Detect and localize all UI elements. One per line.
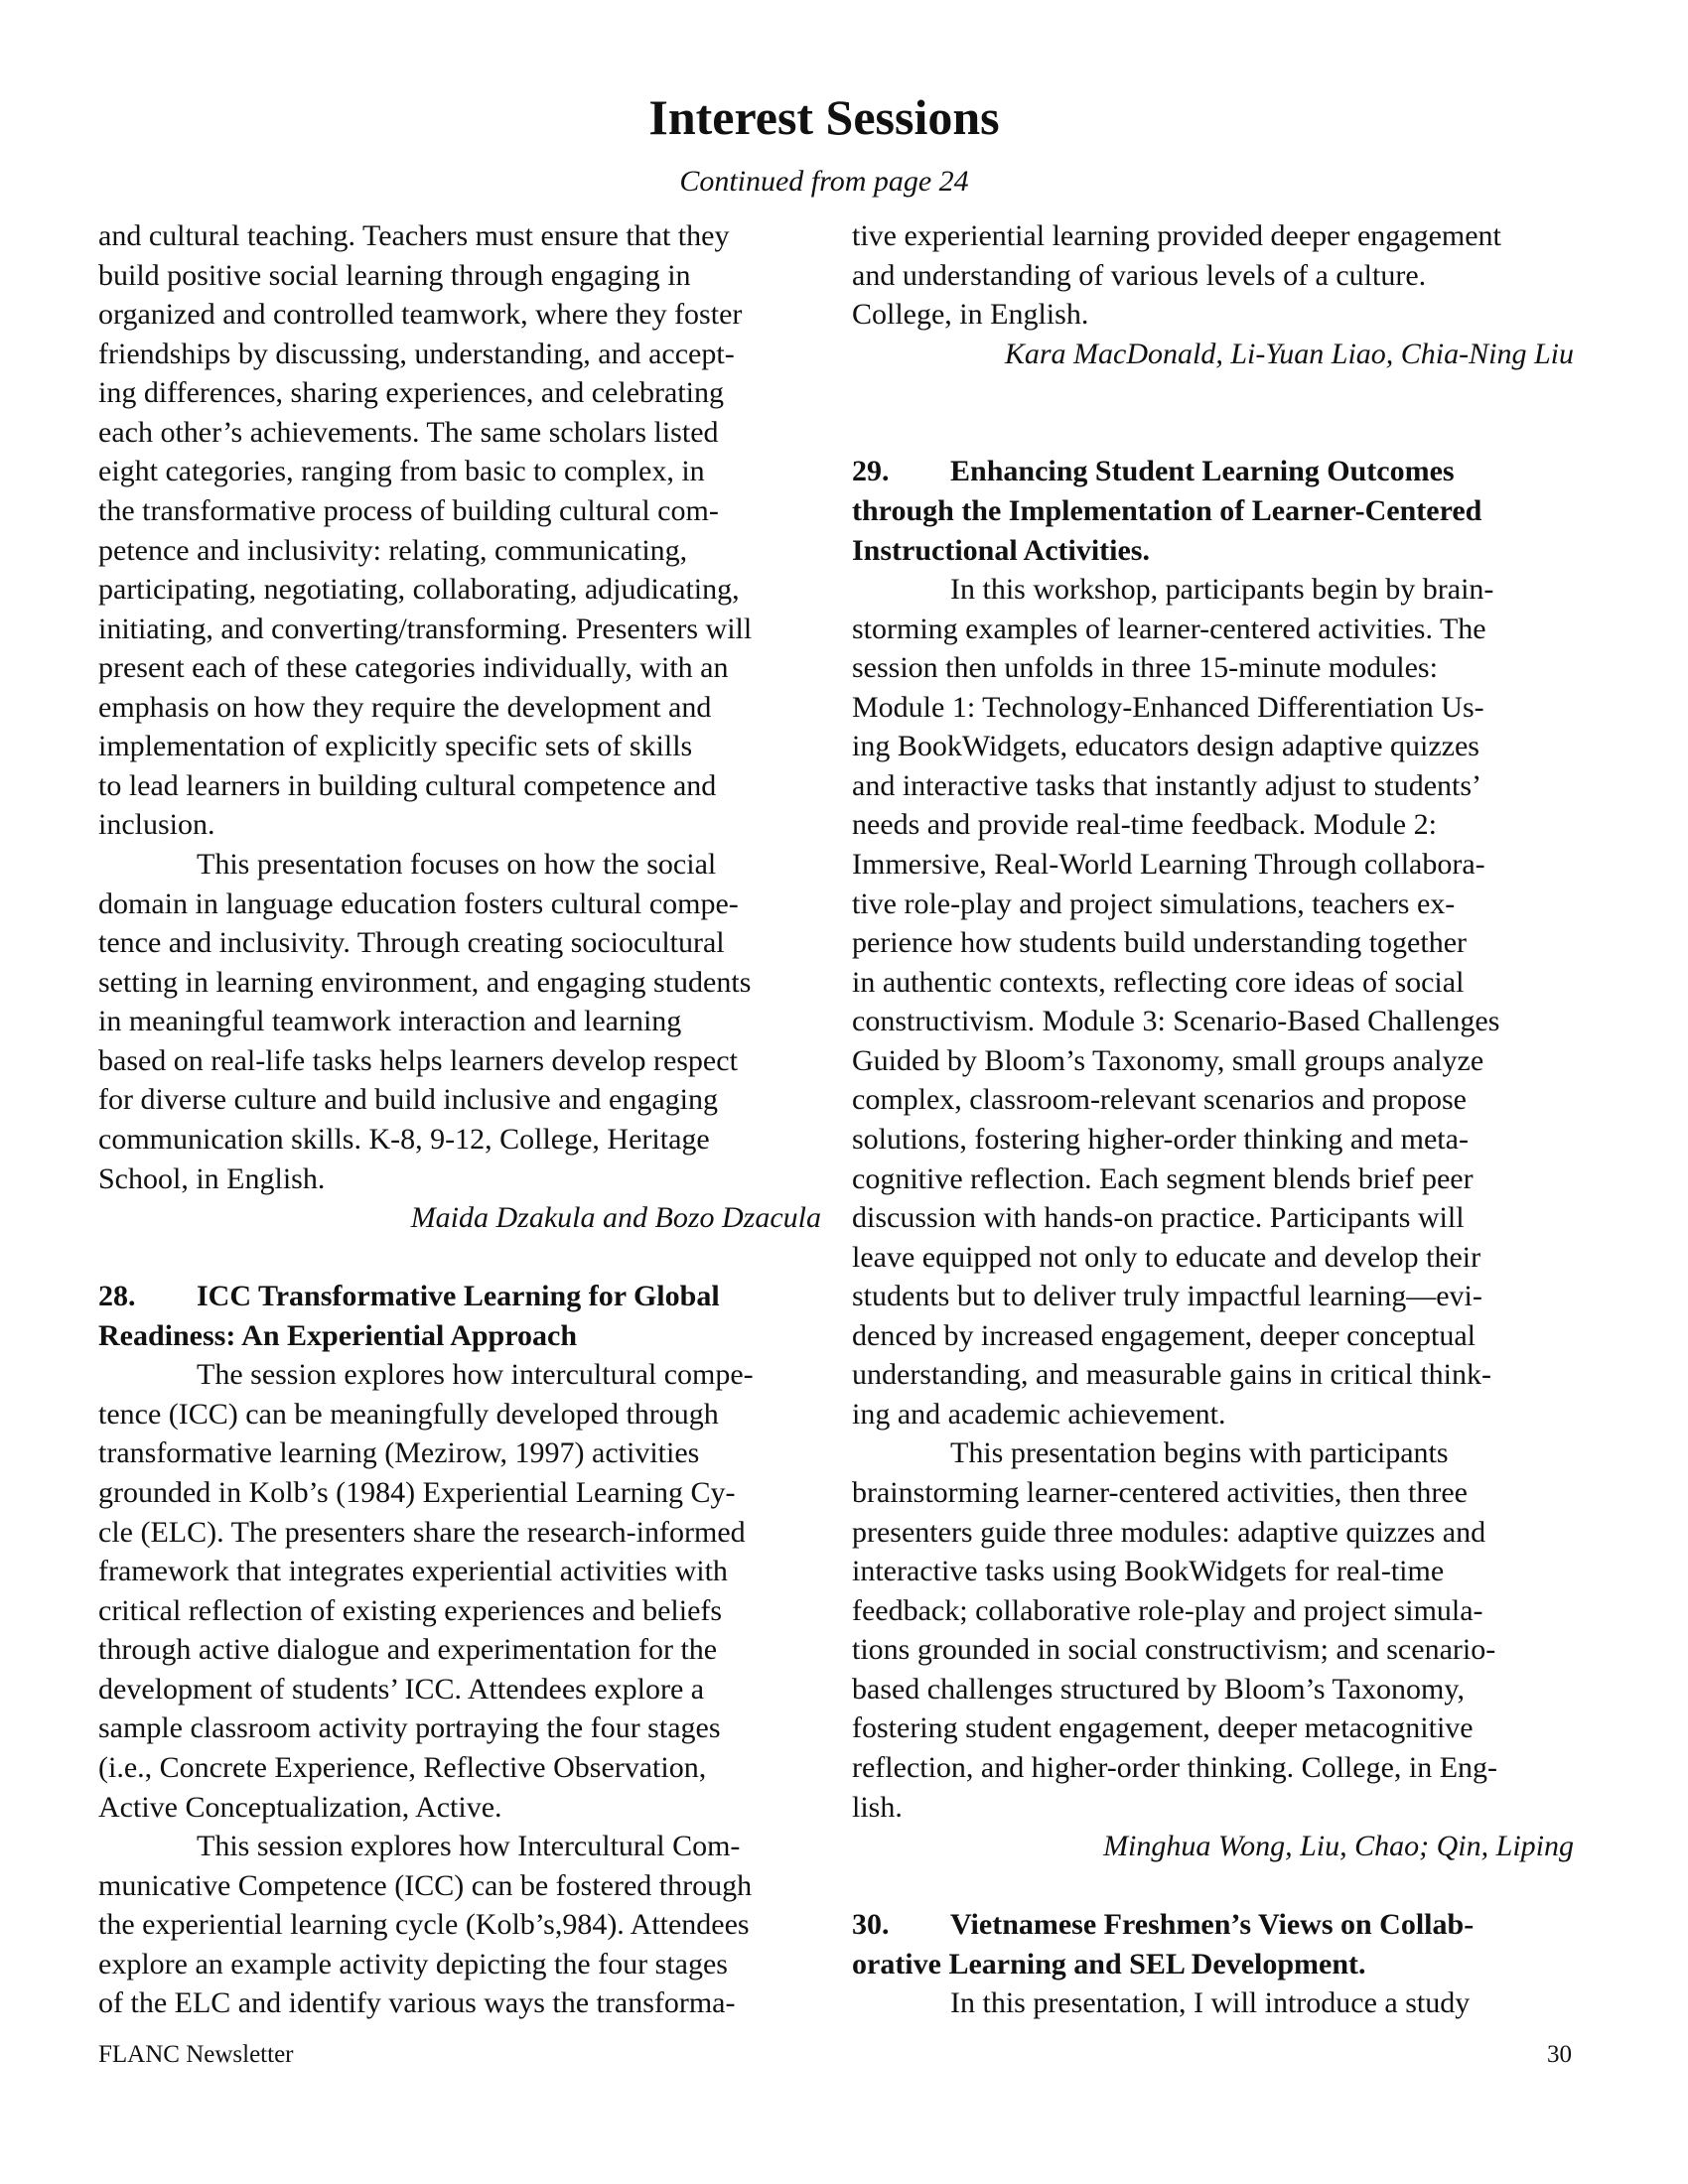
blank-line bbox=[852, 1866, 1574, 1906]
body-text-line bbox=[98, 216, 821, 256]
line-text: explore an example activity depicting the four stages bbox=[98, 1947, 728, 1980]
line-text: development of students’ ICC. Attendees explore a bbox=[98, 1672, 705, 1706]
line-text: Vietnamese Freshmen’s Views on Collab- bbox=[950, 1908, 1475, 1942]
blank-line bbox=[98, 1238, 821, 1278]
line-text: Maida Dzakula and Bozo Dzacula bbox=[410, 1201, 821, 1235]
body-text-line bbox=[852, 1080, 1574, 1120]
body-text-line bbox=[98, 491, 821, 531]
line-text: and cultural teaching. Teachers must ensure that they bbox=[98, 219, 730, 252]
line-text: The session explores how intercultural compe- bbox=[197, 1358, 754, 1392]
line-text: lish. bbox=[852, 1790, 903, 1824]
paragraph-start-line bbox=[98, 845, 821, 885]
body-text-line bbox=[852, 845, 1574, 885]
body-text-line bbox=[852, 1277, 1574, 1316]
body-text-line bbox=[852, 1041, 1574, 1081]
line-text: ICC Transformative Learning for Global bbox=[197, 1280, 720, 1313]
body-text-line bbox=[98, 335, 821, 374]
line-text: through active dialogue and experimentation for the bbox=[98, 1633, 718, 1667]
body-text-line bbox=[98, 1630, 821, 1670]
session-heading-line bbox=[852, 531, 1574, 571]
body-text-line bbox=[852, 1788, 1574, 1828]
line-text: to lead learners in building cultural competence and bbox=[98, 768, 717, 802]
body-text-line bbox=[852, 295, 1574, 335]
body-text-line bbox=[98, 1866, 821, 1906]
session-number: 29. bbox=[852, 455, 890, 488]
body-text-line bbox=[852, 610, 1574, 649]
body-text-line bbox=[98, 295, 821, 335]
line-text: presenters guide three modules: adaptive quizzes and bbox=[852, 1515, 1486, 1549]
line-text: This presentation focuses on how the social bbox=[197, 848, 717, 881]
body-text-line bbox=[98, 373, 821, 413]
line-text: Enhancing Student Learning Outcomes bbox=[950, 455, 1455, 488]
line-text: participating, negotiating, collaborating, adjudicating, bbox=[98, 573, 740, 607]
line-text: Instructional Activities. bbox=[852, 533, 1150, 567]
right-column bbox=[852, 216, 1574, 2023]
line-text: reflection, and higher-order thinking. College, in Eng- bbox=[852, 1750, 1498, 1784]
line-text: ing differences, sharing experiences, and celebrating bbox=[98, 376, 724, 410]
line-text: domain in language education fosters cultural compe- bbox=[98, 887, 739, 920]
body-text-line bbox=[98, 1080, 821, 1120]
body-text-line bbox=[852, 256, 1574, 296]
line-text: emphasis on how they require the development and bbox=[98, 690, 712, 724]
line-text: Guided by Bloom’s Taxonomy, small groups analyze bbox=[852, 1043, 1484, 1077]
body-text-line bbox=[852, 1238, 1574, 1278]
line-text: setting in learning environment, and engaging students bbox=[98, 965, 752, 999]
line-text: tions grounded in social constructivism; and scenario- bbox=[852, 1633, 1496, 1667]
left-column bbox=[98, 216, 821, 2023]
body-text-line bbox=[98, 1983, 821, 2023]
body-text-line bbox=[98, 1905, 821, 1945]
line-text: build positive social learning through engaging in bbox=[98, 258, 691, 292]
line-text: students but to deliver truly impactful learning—evi- bbox=[852, 1280, 1482, 1313]
line-text: eight categories, ranging from basic to complex, in bbox=[98, 455, 705, 488]
body-text-line bbox=[98, 413, 821, 453]
body-text-line bbox=[98, 923, 821, 963]
body-text-line bbox=[852, 1316, 1574, 1356]
author-credit bbox=[98, 1198, 821, 1238]
line-text: present each of these categories individually, with an bbox=[98, 651, 729, 685]
line-text: storming examples of learner-centered activities. The bbox=[852, 612, 1486, 645]
line-text: municative Competence (ICC) can be fostered through bbox=[98, 1868, 753, 1902]
body-text-line bbox=[852, 885, 1574, 924]
body-text-line bbox=[98, 963, 821, 1003]
body-text-line bbox=[98, 1120, 821, 1160]
line-text: feedback; collaborative role-play and project simula- bbox=[852, 1593, 1483, 1627]
body-text-line bbox=[98, 1708, 821, 1748]
session-number: 30. bbox=[852, 1908, 890, 1942]
body-text-line bbox=[98, 1473, 821, 1513]
line-text: framework that integrates experiential activities with bbox=[98, 1555, 728, 1588]
body-text-line bbox=[98, 648, 821, 688]
body-text-line bbox=[852, 963, 1574, 1003]
line-text: College, in English. bbox=[852, 298, 1089, 332]
line-text: leave equipped not only to educate and develop their bbox=[852, 1240, 1481, 1274]
session-heading-line bbox=[852, 491, 1574, 531]
body-text-line bbox=[98, 805, 821, 845]
line-text: tive experiential learning provided deeper engagement bbox=[852, 219, 1501, 252]
line-text: complex, classroom-relevant scenarios and propose bbox=[852, 1083, 1467, 1117]
body-text-line bbox=[98, 1670, 821, 1709]
body-text-line bbox=[852, 766, 1574, 806]
line-text: through the Implementation of Learner-Centered bbox=[852, 493, 1482, 527]
line-text: tive role-play and project simulations, teachers ex- bbox=[852, 887, 1456, 920]
body-text-line bbox=[852, 1473, 1574, 1513]
line-text: for diverse culture and build inclusive and engaging bbox=[98, 1083, 718, 1117]
line-text: grounded in Kolb’s (1984) Experiential Learning Cy- bbox=[98, 1476, 736, 1509]
body-text-line bbox=[98, 688, 821, 728]
line-text: Immersive, Real-World Learning Through collabora- bbox=[852, 848, 1485, 881]
line-text: School, in English. bbox=[98, 1161, 326, 1195]
blank-line bbox=[852, 373, 1574, 413]
line-text: based challenges structured by Bloom’s Taxonomy, bbox=[852, 1672, 1465, 1706]
line-text: This session explores how Intercultural Com- bbox=[197, 1830, 741, 1863]
line-text: needs and provide real-time feedback. Module 2: bbox=[852, 808, 1437, 842]
line-text: cognitive reflection. Each segment blends brief peer bbox=[852, 1161, 1474, 1195]
line-text: understanding, and measurable gains in critical think- bbox=[852, 1358, 1491, 1392]
line-text: discussion with hands-on practice. Participants will bbox=[852, 1201, 1465, 1235]
paragraph-start-line bbox=[852, 1433, 1574, 1473]
line-text: denced by increased engagement, deeper conceptual bbox=[852, 1318, 1477, 1352]
body-text-line bbox=[98, 1041, 821, 1081]
body-text-line bbox=[852, 1355, 1574, 1395]
body-text-line bbox=[852, 923, 1574, 963]
body-text-line bbox=[98, 1591, 821, 1631]
line-text: communication skills. K-8, 9-12, College, Heritage bbox=[98, 1122, 710, 1156]
body-text-line bbox=[852, 1002, 1574, 1041]
line-text: Readiness: An Experiential Approach bbox=[98, 1318, 578, 1352]
paragraph-start-line bbox=[852, 1983, 1574, 2023]
line-text: session then unfolds in three 15-minute modules: bbox=[852, 651, 1438, 685]
session-heading-line bbox=[852, 1945, 1574, 1984]
body-text-line bbox=[98, 1945, 821, 1984]
body-text-line bbox=[852, 1630, 1574, 1670]
line-text: (i.e., Concrete Experience, Reflective Observation, bbox=[98, 1750, 707, 1784]
line-text: tence and inclusivity. Through creating sociocultural bbox=[98, 926, 725, 960]
body-text-line bbox=[98, 1748, 821, 1788]
blank-line bbox=[852, 413, 1574, 453]
body-text-line bbox=[852, 688, 1574, 728]
line-text: each other’s achievements. The same scholars listed bbox=[98, 415, 719, 449]
body-text-line bbox=[852, 1198, 1574, 1238]
body-text-line bbox=[852, 1708, 1574, 1748]
body-text-line bbox=[852, 727, 1574, 766]
body-text-line bbox=[98, 1433, 821, 1473]
body-text-line bbox=[98, 452, 821, 491]
author-credit bbox=[852, 1827, 1574, 1866]
line-text: the transformative process of building cultural com- bbox=[98, 493, 719, 527]
body-text-line bbox=[98, 256, 821, 296]
body-text-line bbox=[98, 1395, 821, 1434]
footer-page-number: 30 bbox=[1547, 2041, 1572, 2068]
line-text: the experiential learning cycle (Kolb’s,984). Attendees bbox=[98, 1908, 750, 1942]
session-heading-line bbox=[852, 1905, 1574, 1945]
line-text: orative Learning and SEL Development. bbox=[852, 1947, 1366, 1980]
body-text-line bbox=[852, 1160, 1574, 1199]
paragraph-start-line bbox=[98, 1355, 821, 1395]
line-text: This presentation begins with participants bbox=[950, 1436, 1449, 1470]
author-credit bbox=[852, 335, 1574, 374]
body-text-line bbox=[98, 1552, 821, 1591]
body-text-line bbox=[852, 216, 1574, 256]
line-text: Module 1: Technology-Enhanced Differentiation Us- bbox=[852, 690, 1484, 724]
body-text-line bbox=[852, 648, 1574, 688]
body-text-line bbox=[98, 570, 821, 610]
line-text: in authentic contexts, reflecting core ideas of social bbox=[852, 965, 1465, 999]
body-text-line bbox=[98, 610, 821, 649]
body-text-line bbox=[98, 766, 821, 806]
line-text: implementation of explicitly specific sets of skills bbox=[98, 730, 693, 763]
line-text: interactive tasks using BookWidgets for real-time bbox=[852, 1555, 1445, 1588]
line-text: solutions, fostering higher-order thinking and meta- bbox=[852, 1122, 1469, 1156]
line-text: and interactive tasks that instantly adjust to students’ bbox=[852, 768, 1482, 802]
body-text-line bbox=[852, 1552, 1574, 1591]
body-text-line bbox=[852, 1670, 1574, 1709]
line-text: ing and academic achievement. bbox=[852, 1397, 1226, 1431]
body-text-line bbox=[852, 1513, 1574, 1553]
line-text: fostering student engagement, deeper metacognitive bbox=[852, 1711, 1474, 1745]
continued-note: Continued from page 24 bbox=[679, 165, 969, 198]
line-text: sample classroom activity portraying the four stages bbox=[98, 1711, 721, 1745]
line-text: Minghua Wong, Liu, Chao; Qin, Liping bbox=[1103, 1830, 1574, 1863]
session-number: 28. bbox=[98, 1280, 136, 1313]
session-heading-line bbox=[852, 452, 1574, 491]
line-text: in meaningful teamwork interaction and learning bbox=[98, 1005, 682, 1038]
paragraph-start-line bbox=[852, 570, 1574, 610]
line-text: perience how students build understanding together bbox=[852, 926, 1468, 960]
line-text: tence (ICC) can be meaningfully developed through bbox=[98, 1397, 719, 1431]
line-text: and understanding of various levels of a culture. bbox=[852, 258, 1427, 292]
line-text: friendships by discussing, understanding, and accept- bbox=[98, 337, 735, 370]
body-text-line bbox=[852, 1120, 1574, 1160]
line-text: organized and controlled teamwork, where they foster bbox=[98, 298, 743, 332]
line-text: inclusion. bbox=[98, 808, 215, 842]
session-heading-line bbox=[98, 1316, 821, 1356]
paragraph-start-line bbox=[98, 1827, 821, 1866]
body-text-line bbox=[852, 1395, 1574, 1434]
body-text-line bbox=[98, 531, 821, 571]
line-text: Kara MacDonald, Li-Yuan Liao, Chia-Ning Liu bbox=[1004, 337, 1574, 370]
footer-publication: FLANC Newsletter bbox=[98, 2041, 294, 2068]
line-text: petence and inclusivity: relating, communicating, bbox=[98, 533, 688, 567]
body-text-line bbox=[98, 1788, 821, 1828]
page-title: Interest Sessions bbox=[648, 89, 1000, 145]
body-text-line bbox=[852, 1748, 1574, 1788]
line-text: ing BookWidgets, educators design adaptive quizzes bbox=[852, 730, 1479, 763]
line-text: In this presentation, I will introduce a study bbox=[950, 1986, 1471, 2020]
body-text-line bbox=[852, 1591, 1574, 1631]
body-text-line bbox=[98, 727, 821, 766]
line-text: critical reflection of existing experiences and beliefs bbox=[98, 1593, 723, 1627]
line-text: Active Conceptualization, Active. bbox=[98, 1790, 502, 1824]
line-text: initiating, and converting/transforming. Presenters will bbox=[98, 612, 753, 645]
line-text: transformative learning (Mezirow, 1997) activities bbox=[98, 1436, 700, 1470]
line-text: brainstorming learner-centered activities, then three bbox=[852, 1476, 1468, 1509]
line-text: In this workshop, participants begin by brain- bbox=[950, 573, 1494, 607]
body-text-line bbox=[98, 1002, 821, 1041]
body-text-line bbox=[852, 805, 1574, 845]
session-heading-line bbox=[98, 1277, 821, 1316]
line-text: cle (ELC). The presenters share the research-informed bbox=[98, 1515, 746, 1549]
body-text-line bbox=[98, 1160, 821, 1199]
line-text: constructivism. Module 3: Scenario-Based Challenges bbox=[852, 1005, 1500, 1038]
body-text-line bbox=[98, 1513, 821, 1553]
line-text: of the ELC and identify various ways the transforma- bbox=[98, 1986, 736, 2020]
body-text-line bbox=[98, 885, 821, 924]
line-text: based on real-life tasks helps learners develop respect bbox=[98, 1043, 738, 1077]
